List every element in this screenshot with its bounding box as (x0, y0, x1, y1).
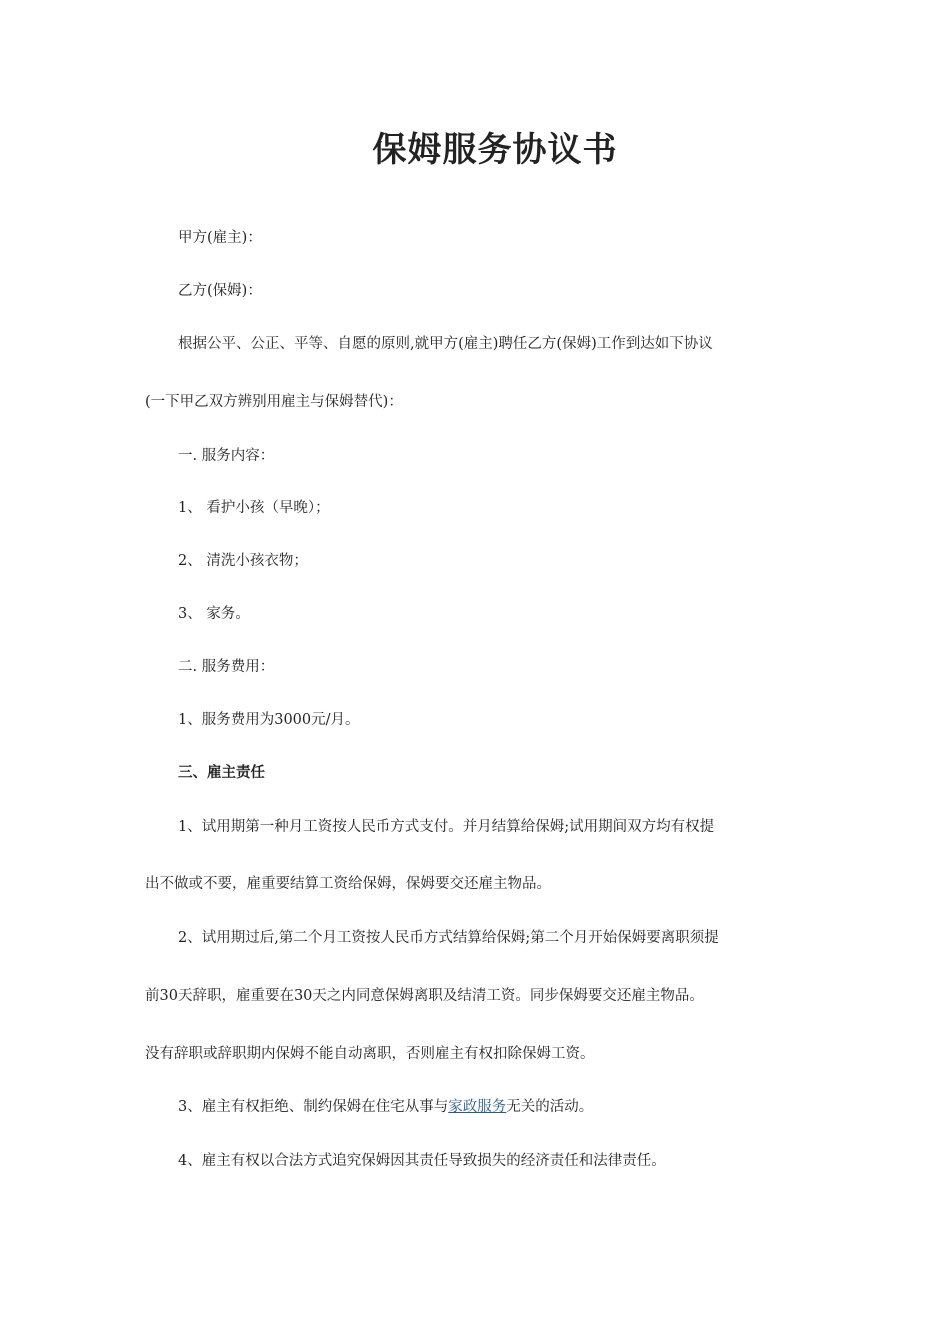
section-3-item-2-line-2: 前30天辞职，雇重要在30天之内同意保姆离职及结清工资。同步保姆要交还雇主物品。 (145, 988, 704, 1004)
intro-paragraph-line-1: 根据公平、公正、平等、自愿的原则,就甲方(雇主)聘任乙方(保姆)工作到达如下协议 (178, 336, 713, 352)
section-2-heading: 二. 服务费用： (178, 659, 275, 675)
section-2-item: 1、服务费用为3000元/月。 (178, 712, 360, 728)
party-a-line: 甲方(雇主)： (178, 230, 262, 246)
housekeeping-service-link[interactable]: 家政服务 (448, 1099, 507, 1115)
section-3-item-1-line-2: 出不做或不要，雇重要结算工资给保姆，保姆要交还雇主物品。 (145, 876, 551, 892)
section-3-heading: 三、雇主责任 (178, 765, 265, 781)
section-3-item-1-line-1: 1、试用期第一种月工资按人民币方式支付。并月结算给保姆;试用期间双方均有权提 (178, 819, 715, 835)
section-3-item-3-suffix: 无关的活动。 (506, 1099, 594, 1115)
section-1-heading: 一. 服务内容： (178, 448, 275, 464)
section-1-item: 3、 家务。 (178, 606, 250, 622)
section-1-item: 1、 看护小孩（早晚）； (178, 500, 330, 516)
section-3-item-4: 4、雇主有权以合法方式追究保姆因其责任导致损失的经济责任和法律责任。 (178, 1153, 666, 1169)
intro-paragraph-line-2: (一下甲乙双方辨别用雇主与保姆替代)： (145, 394, 403, 410)
section-1-item: 2、 清洗小孩衣物； (178, 553, 308, 569)
section-3-item-3-prefix: 3、雇主有权拒绝、制约保姆在住宅从事与 (178, 1099, 449, 1115)
party-b-line: 乙方(保姆)： (178, 283, 262, 299)
document-title: 保姆服务协议书 (372, 130, 618, 170)
section-3-item-3 (178, 1097, 593, 1117)
section-3-item-2-line-1: 2、试用期过后,第二个月工资按人民币方式结算给保姆;第二个月开始保姆要离职须提 (178, 930, 719, 946)
section-3-item-2-line-3: 没有辞职或辞职期内保姆不能自动离职，否则雇主有权扣除保姆工资。 (145, 1046, 595, 1062)
